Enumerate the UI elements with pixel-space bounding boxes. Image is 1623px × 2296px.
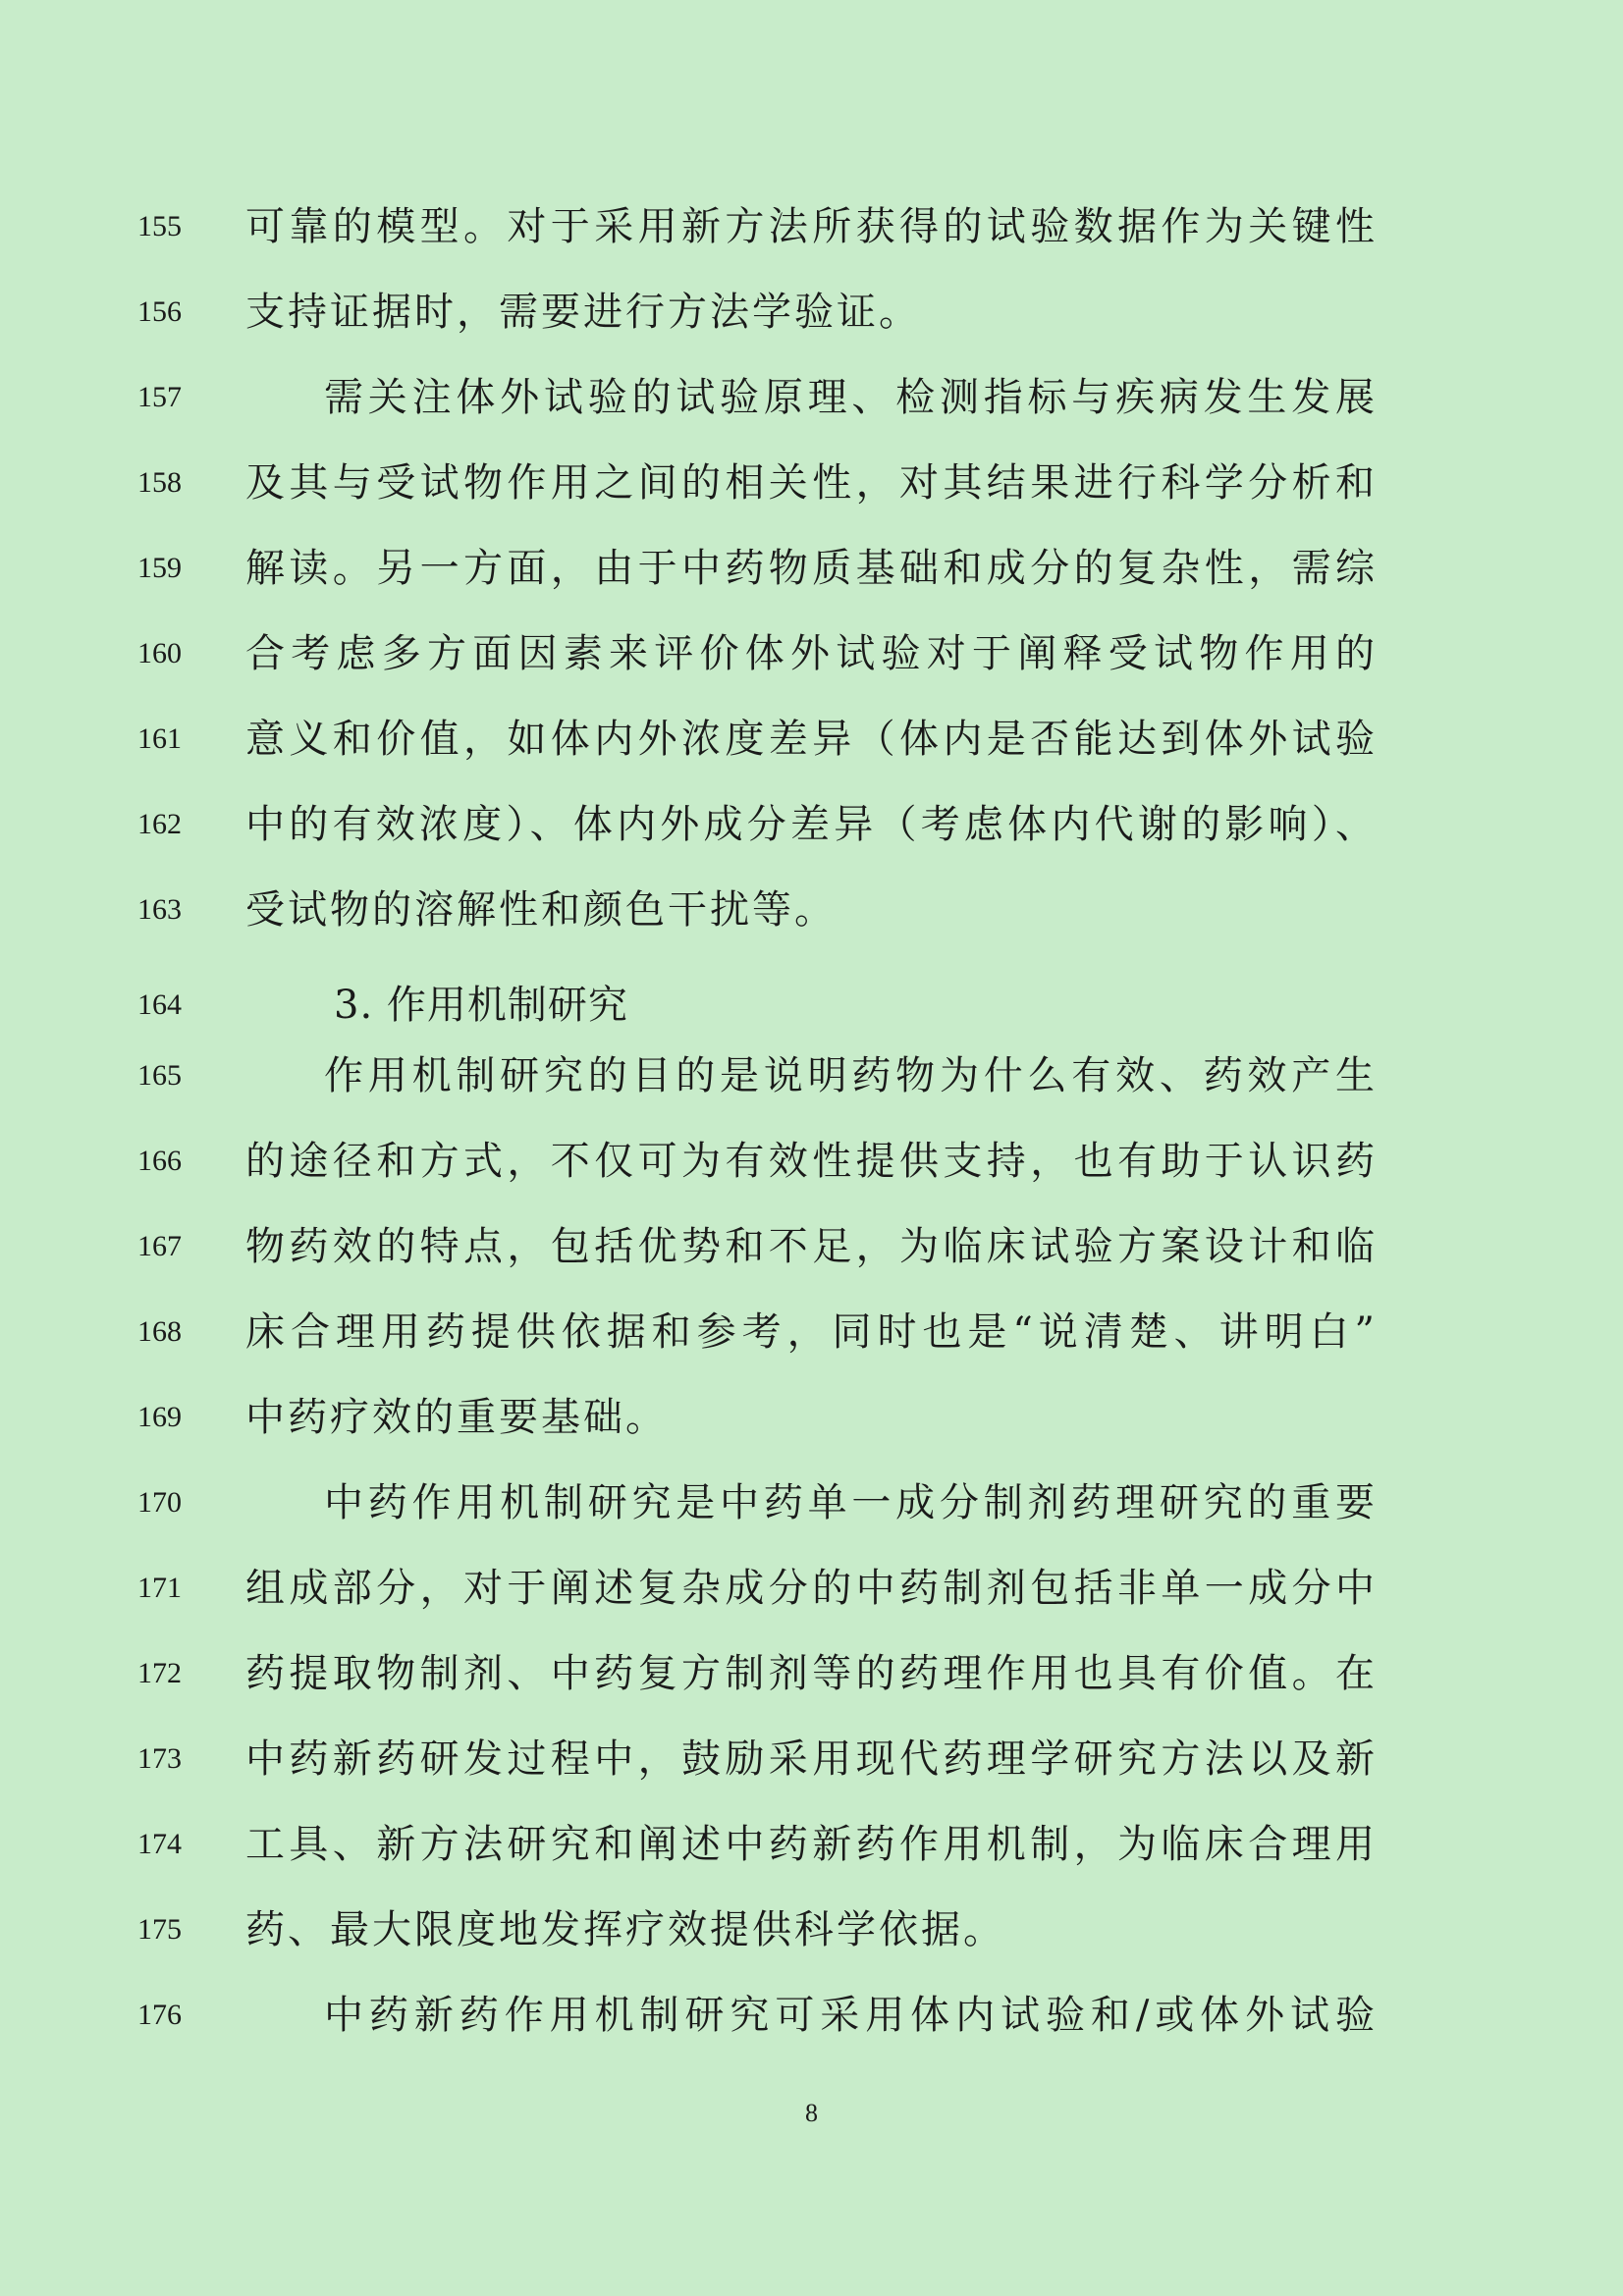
line-text: 作用机制研究的目的是说明药物为什么有效、药效产生: [324, 1053, 1375, 1098]
text-line: [0, 1303, 1623, 1362]
text-line: [0, 1046, 1623, 1105]
line-number: 175: [137, 1913, 182, 1946]
line-number: 176: [137, 1999, 182, 2031]
line-text: 及其与受试物作用之间的相关性，对其结果进行科学分析和: [245, 460, 1375, 506]
line-text: 中药新药研发过程中，鼓励采用现代药理学研究方法以及新: [245, 1736, 1375, 1782]
text-line: [0, 881, 1623, 939]
line-text: 药提取物制剂、中药复方制剂等的药理作用也具有价值。在: [245, 1651, 1375, 1696]
line-text: 中药疗效的重要基础。: [245, 1395, 668, 1440]
line-number: 166: [137, 1145, 182, 1177]
line-text: 可靠的模型。对于采用新方法所获得的试验数据作为关键性: [245, 204, 1375, 249]
text-line: [0, 368, 1623, 427]
line-number: 167: [137, 1230, 182, 1262]
line-text: 解读。另一方面，由于中药物质基础和成分的复杂性，需综: [245, 546, 1375, 591]
text-line: [0, 1559, 1623, 1618]
line-number: 174: [137, 1828, 182, 1860]
text-line: [0, 539, 1623, 598]
line-number: 161: [137, 722, 182, 755]
text-line: [0, 454, 1623, 512]
line-text: 的途径和方式，不仅可为有效性提供支持，也有助于认识药: [245, 1139, 1375, 1184]
line-number: 165: [137, 1059, 182, 1092]
text-line: [0, 1986, 1623, 2045]
page-number: 8: [805, 2099, 818, 2127]
line-number: 168: [137, 1315, 182, 1348]
line-text: 受试物的溶解性和颜色干扰等。: [245, 887, 837, 933]
line-number: 158: [137, 466, 182, 499]
text-line: [0, 1900, 1623, 1959]
line-number: 171: [137, 1572, 182, 1604]
line-number: 172: [137, 1657, 182, 1689]
line-text: 合考虑多方面因素来评价体外试验对于阐释受试物作用的: [245, 631, 1375, 676]
text-line: [0, 1644, 1623, 1703]
line-number: 163: [137, 893, 182, 926]
line-text: 需关注体外试验的试验原理、检测指标与疾病发生发展: [324, 375, 1375, 420]
line-text: 药、最大限度地发挥疗效提供科学依据。: [245, 1907, 1005, 1952]
line-number: 169: [137, 1401, 182, 1433]
section-heading-line: [0, 976, 1623, 1035]
line-text: 中的有效浓度）、体内外成分差异（考虑体内代谢的影响）、: [245, 802, 1375, 847]
line-text: 床合理用药提供依据和参考，同时也是“说清楚、讲明白”: [245, 1309, 1375, 1355]
line-text: 中药新药作用机制研究可采用体内试验和/或体外试验: [324, 1993, 1375, 2038]
line-number: 155: [137, 210, 182, 242]
text-line: [0, 1730, 1623, 1789]
line-number: 159: [137, 552, 182, 584]
line-number: 170: [137, 1486, 182, 1519]
line-text: 中药作用机制研究是中药单一成分制剂药理研究的重要: [324, 1480, 1375, 1525]
line-text: 支持证据时，需要进行方法学验证。: [245, 290, 921, 335]
text-line: [0, 1815, 1623, 1874]
line-number: 157: [137, 381, 182, 413]
text-line: [0, 283, 1623, 342]
line-text: 工具、新方法研究和阐述中药新药作用机制，为临床合理用: [245, 1822, 1375, 1867]
text-line: [0, 1132, 1623, 1191]
text-line: [0, 624, 1623, 683]
line-number: 164: [137, 988, 182, 1021]
text-line: [0, 1388, 1623, 1447]
line-text: 组成部分，对于阐述复杂成分的中药制剂包括非单一成分中: [245, 1566, 1375, 1611]
text-line: [0, 1473, 1623, 1532]
section-heading: 3. 作用机制研究: [334, 983, 628, 1028]
line-number: 160: [137, 637, 182, 669]
text-line: [0, 710, 1623, 769]
line-text: 物药效的特点，包括优势和不足，为临床试验方案设计和临: [245, 1224, 1375, 1269]
line-number: 156: [137, 295, 182, 328]
text-line: [0, 795, 1623, 854]
line-number: 162: [137, 808, 182, 840]
line-text: 意义和价值，如体内外浓度差异（体内是否能达到体外试验: [245, 717, 1375, 762]
text-line: [0, 197, 1623, 256]
line-number: 173: [137, 1742, 182, 1775]
text-line: [0, 1217, 1623, 1276]
